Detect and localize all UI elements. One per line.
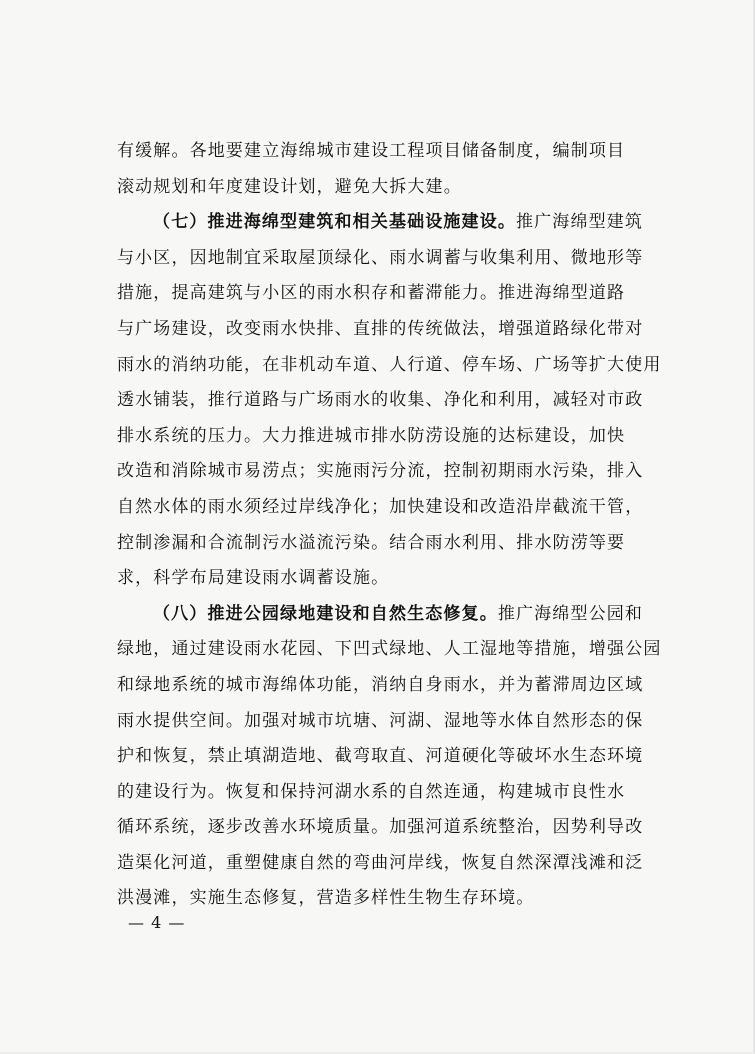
text-line: 滚动规划和年度建设计划，避免大拆大建。: [117, 176, 462, 197]
text-line: 改造和消除城市易涝点；实施雨污分流，控制初期雨水污染，排入: [117, 461, 644, 482]
text-line: 护和恢复，禁止填湖造地、截弯取直、河道硬化等破坏水生态环境: [117, 746, 644, 767]
text-line: 绿地，通过建设雨水花园、下凹式绿地、人工湿地等措施，增强公园: [117, 639, 662, 660]
section-7-body-start: 推广海绵型建筑: [516, 212, 644, 233]
section-8-heading: （八）推进公园绿地建设和自然生态修复。: [153, 603, 498, 624]
text-line: 的建设行为。恢复和保持河湖水系的自然连通，构建城市良性水: [117, 781, 626, 802]
text-line: 有缓解。各地要建立海绵城市建设工程项目储备制度，编制项目: [117, 141, 626, 161]
document-body: [117, 134, 665, 917]
text-line: 与小区，因地制宜采取屋顶绿化、雨水调蓄与收集利用、微地形等: [117, 247, 644, 268]
text-line: 循环系统，逐步改善水环境质量。加强河道系统整治，因势利导改: [117, 817, 644, 838]
text-line: 求，科学布局建设雨水调蓄设施。: [117, 568, 390, 589]
text-line: 排水系统的压力。大力推进城市排水防涝设施的达标建设，加快: [117, 425, 626, 446]
text-line: 和绿地系统的城市海绵体功能，消纳自身雨水，并为蓄滞周边区域: [117, 674, 644, 695]
text-line: 与广场建设，改变雨水快排、直排的传统做法，增强道路绿化带对: [117, 318, 644, 339]
section-8-body-start: 推广海绵型公园和: [497, 603, 644, 624]
text-line: 雨水提供空间。加强对城市坑塘、河湖、湿地等水体自然形态的保: [117, 710, 644, 731]
text-line: 造渠化河道，重塑健康自然的弯曲河岸线，恢复自然深潭浅滩和泛: [117, 852, 644, 873]
section-8-first-line: [117, 597, 665, 633]
text-line: 控制渗漏和合流制污水溢流污染。结合雨水利用、排水防涝等要: [117, 532, 626, 553]
section-7-first-line: [117, 205, 665, 241]
text-line: 洪漫滩，实施生态修复，营造多样性生物生存环境。: [117, 888, 535, 909]
section-7-heading: （七）推进海绵型建筑和相关基础设施建设。: [153, 212, 516, 233]
text-line: 透水铺装，推行道路与广场雨水的收集、净化和利用，减轻对市政: [117, 390, 644, 411]
text-line: 雨水的消纳功能，在非机动车道、人行道、停车场、广场等扩大使用: [117, 354, 662, 375]
text-line: 措施，提高建筑与小区的雨水积存和蓄滞能力。推进海绵型道路: [117, 283, 626, 304]
text-line: 自然水体的雨水须经过岸线净化；加快建设和改造沿岸截流干管，: [117, 496, 644, 517]
page-number: — 4 —: [128, 913, 186, 932]
